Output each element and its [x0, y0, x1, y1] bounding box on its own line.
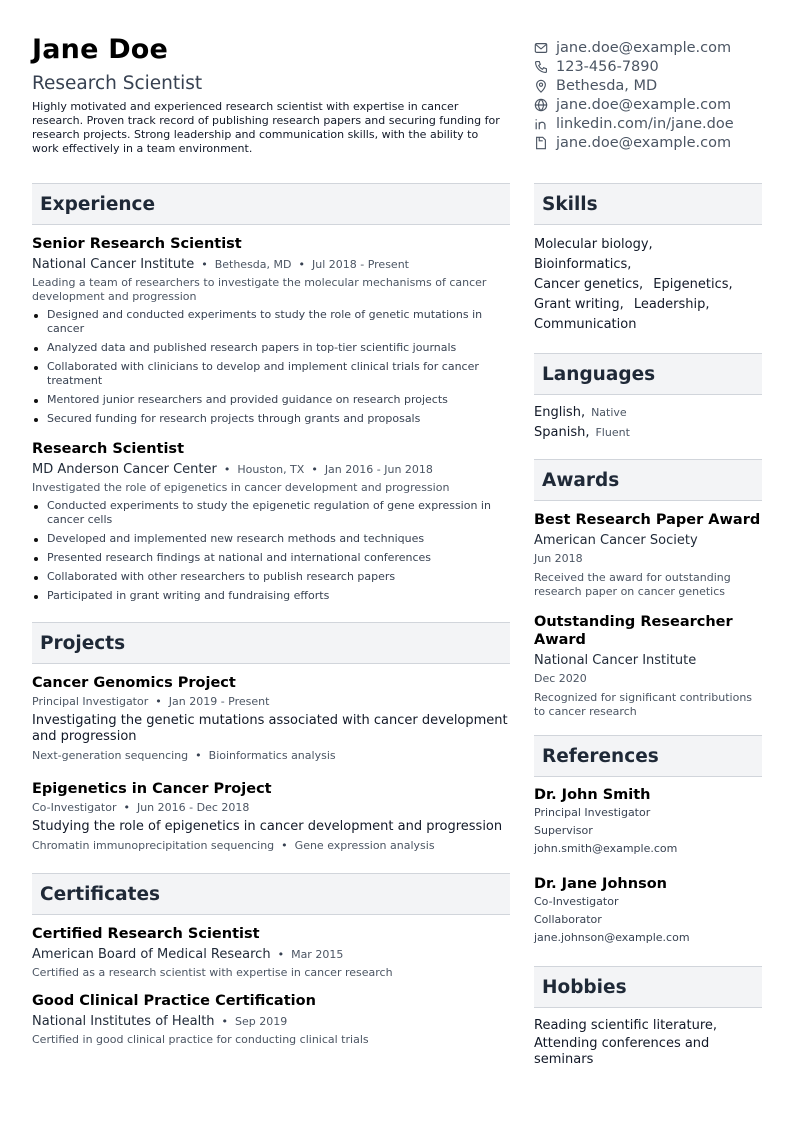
award-title: Best Research Paper Award	[534, 512, 761, 528]
award-date: Dec 2020	[534, 672, 587, 685]
certificate-meta: American Board of Medical Research • Mar 2015	[32, 947, 344, 962]
section-heading-projects: Projects	[32, 622, 510, 664]
project-description: Studying the role of epigenetics in cancer development and progression	[32, 819, 503, 834]
project-keyword: Chromatin immunoprecipitation sequencing	[32, 839, 275, 852]
linkedin-icon	[534, 117, 548, 131]
project-keywords: Chromatin immunoprecipitation sequencing • Gene expression analysis	[32, 839, 435, 852]
section-heading-references: References	[534, 735, 762, 777]
language-level: Fluent	[595, 426, 630, 439]
certificate-name: Good Clinical Practice Certification	[32, 993, 316, 1009]
project-name: Cancer Genomics Project	[32, 675, 236, 691]
project-role: Principal Investigator	[32, 695, 149, 708]
project-dates: Jan 2019 - Present	[168, 695, 270, 708]
project-keyword: Gene expression analysis	[294, 839, 435, 852]
contact-website[interactable]: jane.doe@example.com	[534, 95, 774, 114]
resume-header	[32, 34, 512, 156]
award-summary: Recognized for significant contributions to cancer research	[534, 691, 753, 718]
list-item: Presented research findings at national and international conferences	[32, 551, 510, 565]
language-level: Native	[591, 406, 627, 419]
hobby-item: Attending conferences and seminars	[534, 1036, 710, 1067]
project-item	[32, 780, 510, 853]
certificate-date: Mar 2015	[291, 948, 344, 961]
document-icon	[534, 136, 548, 150]
award-summary: Received the award for outstanding research paper on cancer genetics	[534, 571, 731, 598]
skill-item: Grant writing,	[534, 297, 624, 312]
experience-org: MD Anderson Cancer Center	[32, 462, 217, 477]
globe-icon	[534, 98, 548, 112]
reference-item	[534, 875, 762, 947]
contact-location: Bethesda, MD	[534, 76, 774, 95]
list-item: Designed and conducted experiments to study the role of genetic mutations in cancer	[32, 308, 510, 336]
language-name: Spanish,	[534, 425, 590, 440]
project-name: Epigenetics in Cancer Project	[32, 781, 272, 797]
experience-meta: National Cancer Institute • Bethesda, MD • Jul 2018 - Present	[32, 257, 409, 272]
list-item: Conducted experiments to study the epigenetic regulation of gene expression in cancer cells	[32, 499, 510, 527]
main-column	[32, 183, 510, 1047]
project-dates: Jun 2016 - Dec 2018	[136, 801, 250, 814]
job-title: Research Scientist	[32, 73, 203, 94]
skill-item: Epigenetics,	[653, 277, 733, 292]
hobbies-list	[534, 1016, 762, 1068]
skill-item: Cancer genetics,	[534, 277, 644, 292]
certificate-name: Certified Research Scientist	[32, 926, 260, 942]
experience-summary: Investigated the role of epigenetics in cancer development and progression	[32, 481, 450, 494]
contact-linkedin[interactable]: linkedin.com/in/jane.doe	[534, 114, 774, 133]
hobby-item: Reading scientific literature,	[534, 1018, 718, 1033]
project-keyword: Next-generation sequencing	[32, 749, 189, 762]
reference-email[interactable]: jane.johnson@example.com	[534, 931, 690, 944]
list-item: Analyzed data and published research papers in top-tier scientific journals	[32, 341, 510, 355]
award-awarder: American Cancer Society	[534, 533, 698, 548]
experience-item	[32, 440, 510, 603]
skills-list	[534, 235, 762, 335]
phone-icon	[534, 60, 548, 74]
award-item	[534, 511, 762, 599]
certificate-summary: Certified in good clinical practice for conducting clinical trials	[32, 1033, 369, 1046]
project-meta: Co-Investigator • Jun 2016 - Dec 2018	[32, 801, 250, 814]
contact-other[interactable]: jane.doe@example.com	[534, 133, 774, 152]
languages-list	[534, 403, 762, 443]
contact-phone[interactable]: 123-456-7890	[534, 57, 774, 76]
award-title: Outstanding Researcher Award	[534, 614, 733, 648]
certificate-date: Sep 2019	[235, 1015, 288, 1028]
award-awarder: National Cancer Institute	[534, 653, 697, 668]
section-heading-experience: Experience	[32, 183, 510, 225]
experience-org: National Cancer Institute	[32, 257, 195, 272]
experience-dates: Jan 2016 - Jun 2018	[324, 463, 433, 476]
language-item	[534, 403, 762, 423]
reference-item	[534, 786, 762, 858]
list-item: Participated in grant writing and fundraising efforts	[32, 589, 510, 603]
project-meta: Principal Investigator • Jan 2019 - Present	[32, 695, 270, 708]
award-item	[534, 613, 762, 719]
certificate-issuer: American Board of Medical Research	[32, 947, 271, 962]
language-item	[534, 423, 762, 443]
project-description: Investigating the genetic mutations associated with cancer development and progression	[32, 713, 508, 744]
section-heading-skills: Skills	[534, 183, 762, 225]
experience-dates: Jul 2018 - Present	[311, 258, 409, 271]
certificate-meta: National Institutes of Health • Sep 2019	[32, 1014, 288, 1029]
reference-name: Dr. John Smith	[534, 787, 651, 803]
language-name: English,	[534, 405, 586, 420]
skill-item: Molecular biology,	[534, 237, 653, 252]
skill-item: Bioinformatics,	[534, 257, 632, 272]
list-item: Developed and implemented new research methods and techniques	[32, 532, 510, 546]
skill-item: Communication	[534, 317, 637, 332]
experience-location: Houston, TX	[237, 463, 305, 476]
side-column	[534, 183, 762, 1068]
map-pin-icon	[534, 79, 548, 93]
profile-summary: Highly motivated and experienced research scientist with expertise in cancer research. Proven track record of publishing research papers and securing funding for research projects. Strong leadership and communication skills, with the ability to work effectively in a team environment.	[32, 100, 500, 155]
contact-email[interactable]: jane.doe@example.com	[534, 38, 774, 57]
section-heading-certificates: Certificates	[32, 873, 510, 915]
project-keyword: Bioinformatics analysis	[208, 749, 336, 762]
experience-item	[32, 235, 510, 426]
certificate-item	[32, 925, 510, 980]
experience-bullets	[32, 308, 510, 426]
project-keywords: Next-generation sequencing • Bioinformatics analysis	[32, 749, 336, 762]
list-item: Secured funding for research projects through grants and proposals	[32, 412, 510, 426]
experience-bullets	[32, 499, 510, 603]
section-heading-awards: Awards	[534, 459, 762, 501]
certificate-item	[32, 992, 510, 1047]
reference-position: Co-Investigator	[534, 895, 619, 908]
certificate-summary: Certified as a research scientist with expertise in cancer research	[32, 966, 393, 979]
section-heading-hobbies: Hobbies	[534, 966, 762, 1008]
reference-email[interactable]: john.smith@example.com	[534, 842, 678, 855]
list-item: Collaborated with other researchers to publish research papers	[32, 570, 510, 584]
experience-role: Research Scientist	[32, 441, 184, 457]
skill-item: Leadership,	[633, 297, 710, 312]
project-item	[32, 674, 510, 763]
reference-position: Principal Investigator	[534, 806, 651, 819]
list-item: Mentored junior researchers and provided guidance on research projects	[32, 393, 510, 407]
reference-name: Dr. Jane Johnson	[534, 876, 667, 892]
list-item: Collaborated with clinicians to develop and implement clinical trials for cancer treatment	[32, 360, 510, 388]
certificate-issuer: National Institutes of Health	[32, 1014, 215, 1029]
experience-summary: Leading a team of researchers to investigate the molecular mechanisms of cancer development and progression	[32, 276, 487, 303]
mail-icon	[534, 41, 548, 55]
experience-location: Bethesda, MD	[214, 258, 292, 271]
reference-relation: Collaborator	[534, 913, 602, 926]
project-role: Co-Investigator	[32, 801, 117, 814]
award-date: Jun 2018	[534, 552, 583, 565]
reference-relation: Supervisor	[534, 824, 593, 837]
contact-block	[534, 38, 774, 152]
full-name: Jane Doe	[32, 34, 169, 65]
section-heading-languages: Languages	[534, 353, 762, 395]
experience-role: Senior Research Scientist	[32, 236, 242, 252]
experience-meta: MD Anderson Cancer Center • Houston, TX • Jan 2016 - Jun 2018	[32, 462, 433, 477]
